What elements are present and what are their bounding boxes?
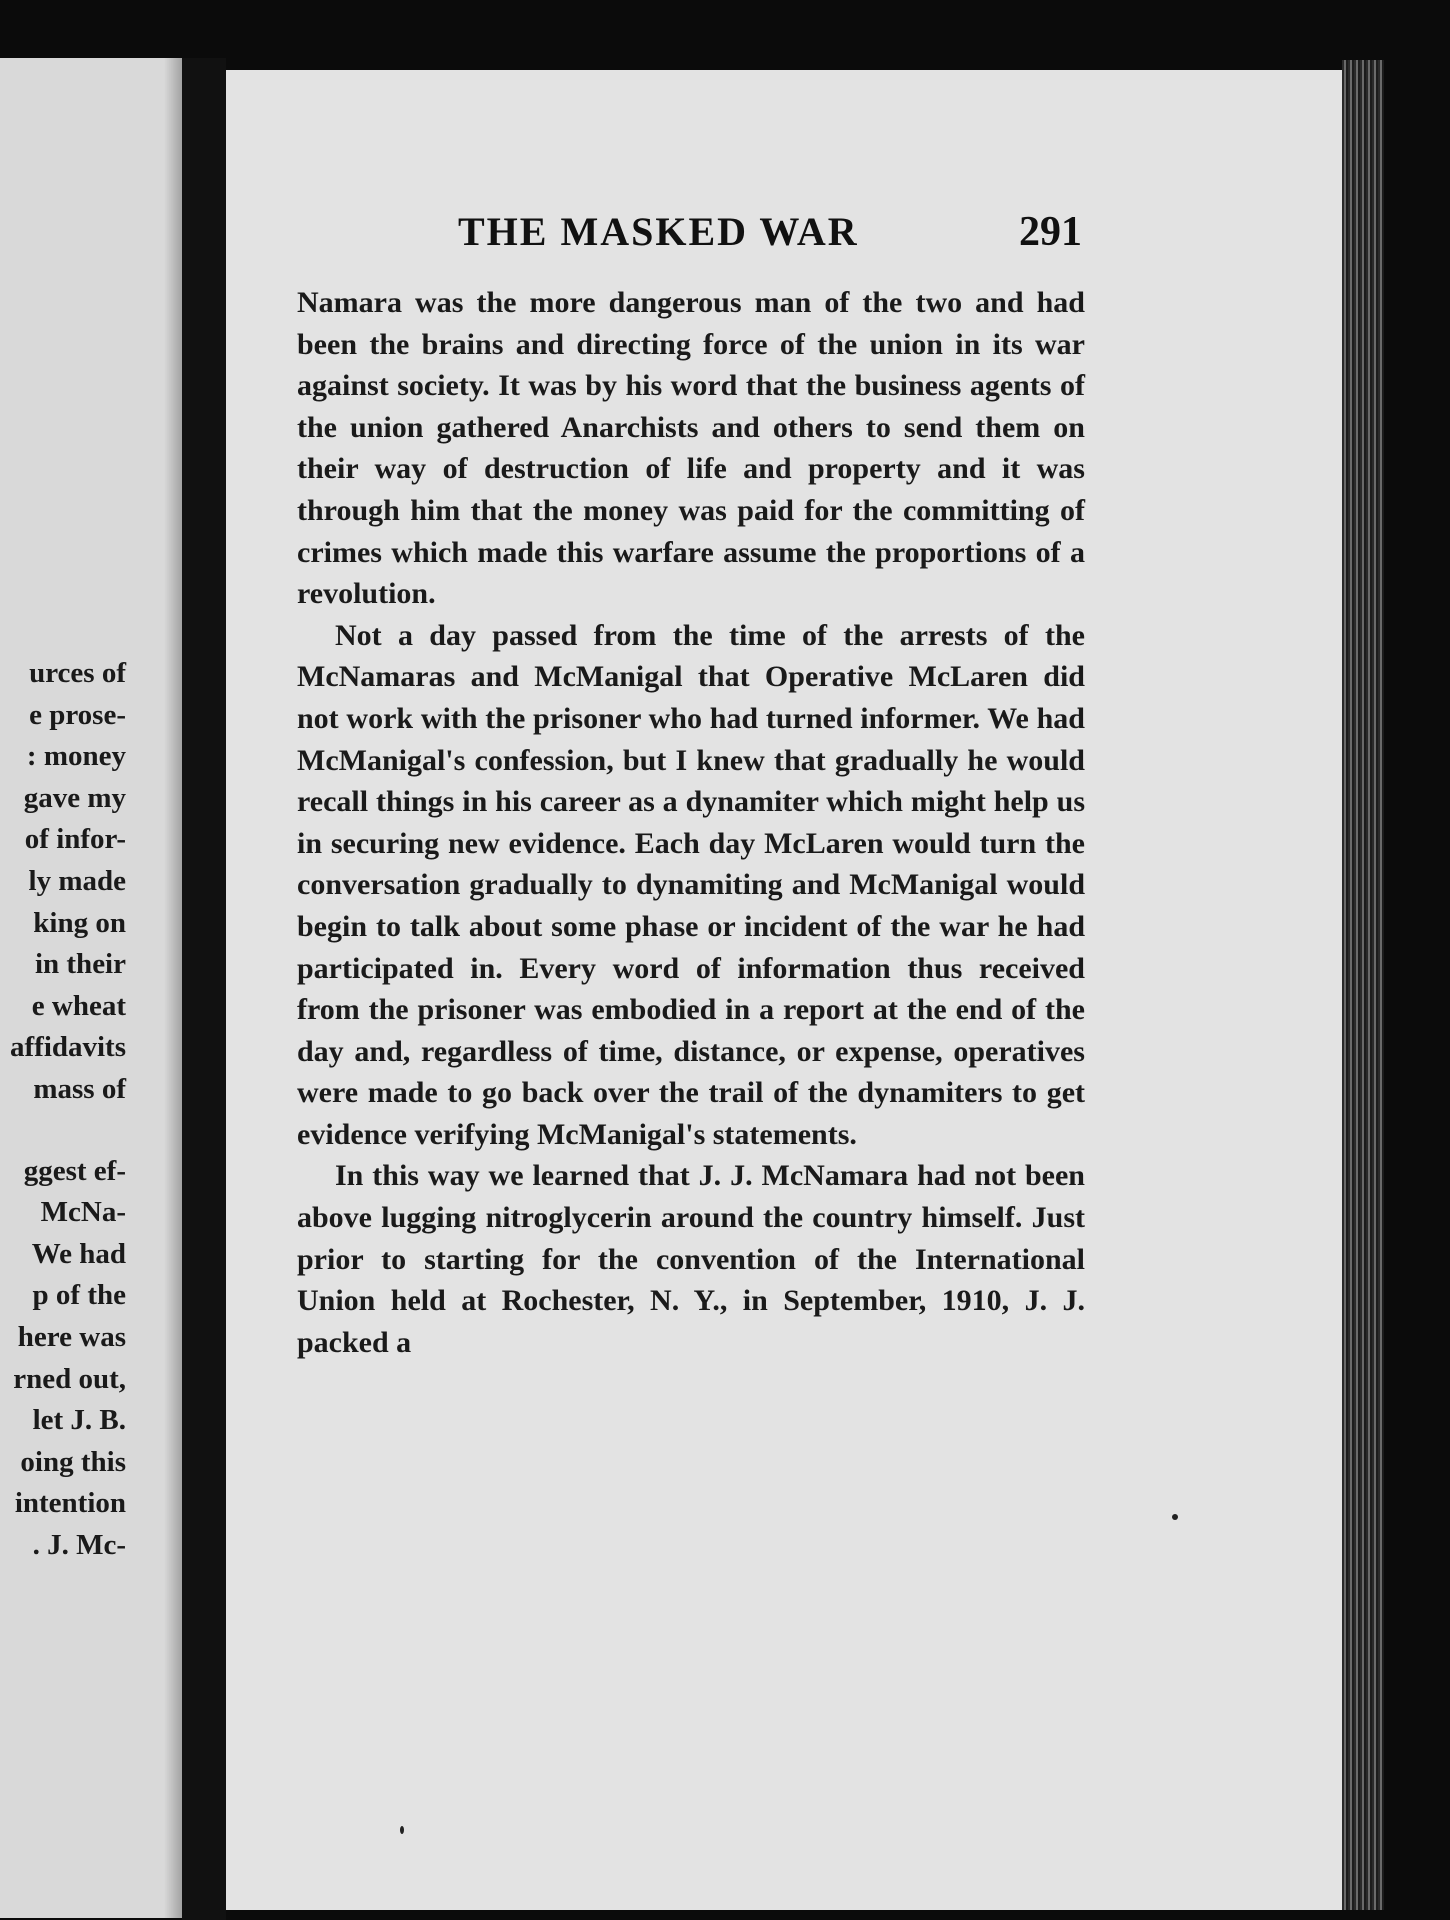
- left-line: . J. Mc-: [32, 1528, 126, 1561]
- left-line: of infor-: [24, 823, 126, 856]
- left-line: McNa-: [40, 1196, 126, 1229]
- left-line: intention: [14, 1487, 126, 1520]
- page-number: 291: [1019, 209, 1082, 255]
- left-line: ggest ef-: [23, 1154, 126, 1187]
- paragraph: Not a day passed from the time of the arrests of the McNamaras and McManigal that Operative McLaren did not work with the prisoner who had turned informer. We had McManigal's confession, but I knew that gradually he would recall things in his career as a dynamiter which might help us in securing new evidence. Each day McLaren would turn the conversation gradually to dynamiting and McManigal would begin to talk about some phase or incident of the war he had participated in. Every word of information thus received from the prisoner was embodied in a report at the end of the day and, regardless of time, distance, or expense, operatives were made to go back over the trail of the dynamiters to get evidence verifying McManigal's statements.: [297, 618, 1085, 1151]
- left-line: p of the: [32, 1279, 126, 1312]
- gutter-shadow: [164, 58, 182, 1918]
- stray-mark: [400, 1826, 404, 1834]
- left-line: rned out,: [13, 1362, 126, 1395]
- left-line: urces of: [29, 657, 126, 689]
- book-spine: [182, 58, 226, 1920]
- left-line: mass of: [33, 1072, 126, 1105]
- left-line: : money: [26, 740, 126, 773]
- page-header: [458, 208, 1090, 258]
- paragraph: Namara was the more dangerous man of the two and had been the brains and directing force of the union in its war against society. It was by his word that the business agents of the union gathered Anarchists and others to send them on their way of destruction of life and property and it was through him that the money was paid for the committing of crimes which made this warfare assume the proportions of a revolution.: [297, 286, 1085, 611]
- page-edge-shadow: [1384, 60, 1406, 1910]
- left-line: king on: [33, 906, 126, 939]
- left-facing-page: [0, 58, 182, 1918]
- running-head: THE MASKED WAR: [458, 209, 859, 254]
- left-line: affidavits: [10, 1031, 126, 1064]
- paragraph: In this way we learned that J. J. McNamara had not been above lugging nitroglycerin around the country himself. Just prior to starting for the convention of the International Union held at Rochester, N. Y., in September, 1910, J. J. packed a: [297, 1159, 1085, 1359]
- stray-mark: [1172, 1514, 1178, 1520]
- left-line: We had: [31, 1237, 126, 1270]
- left-page-text: [10, 653, 126, 1566]
- left-line: here was: [17, 1320, 126, 1353]
- left-line: gave my: [23, 781, 126, 814]
- body-text: [297, 282, 1085, 1363]
- left-line: ly made: [28, 864, 126, 897]
- left-line: let J. B.: [32, 1404, 126, 1437]
- left-line: e wheat: [31, 989, 126, 1022]
- left-line: in their: [34, 948, 126, 981]
- page-edges: [1342, 60, 1406, 1910]
- left-line: oing this: [20, 1445, 126, 1478]
- left-line-gap: [10, 1111, 126, 1151]
- left-line: e prose-: [29, 698, 126, 731]
